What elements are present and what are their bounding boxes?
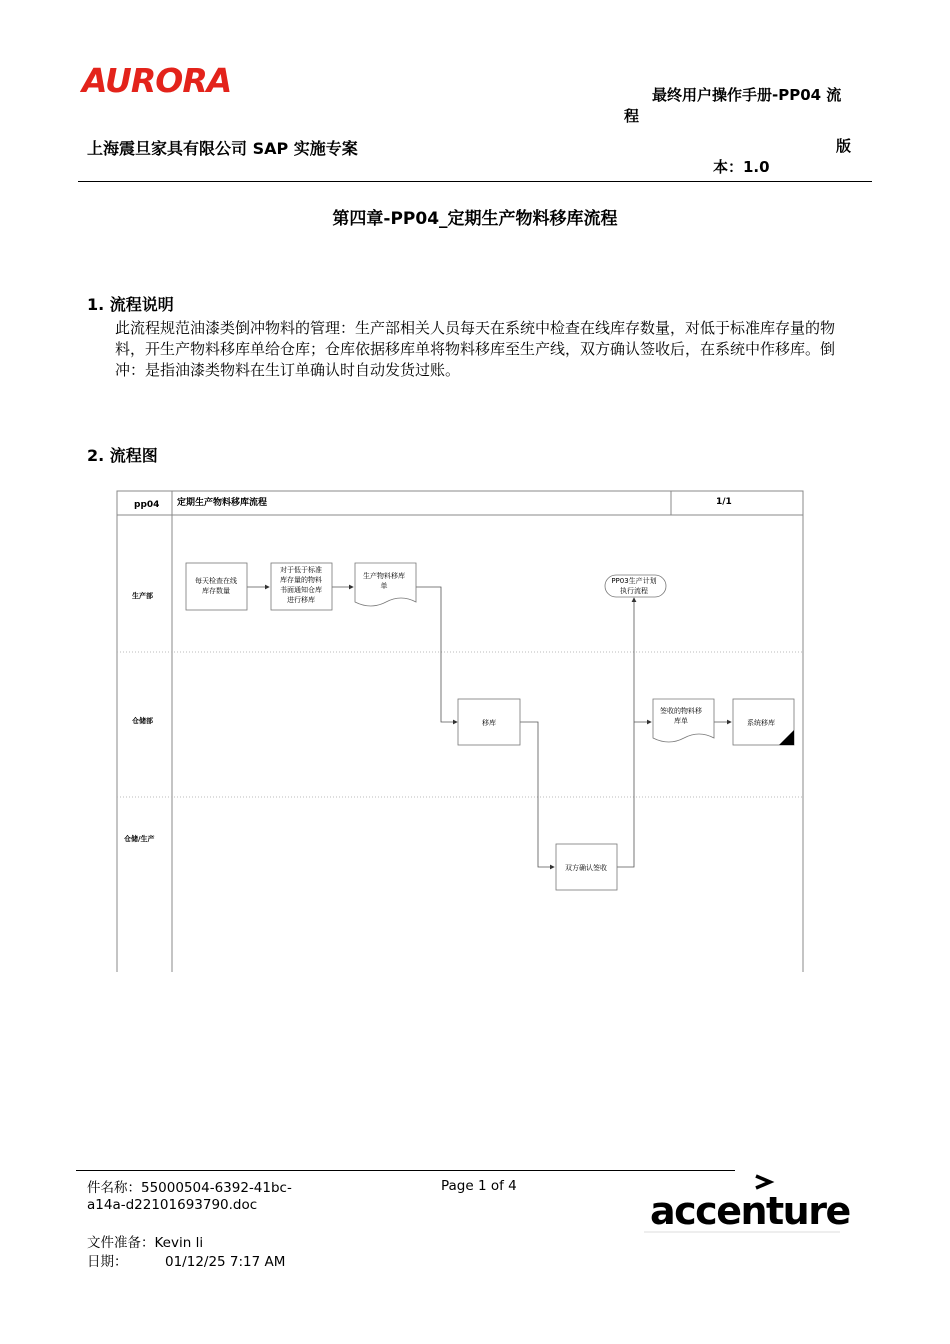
node-label-line: 库存量的物料 bbox=[280, 576, 322, 584]
version-line1: 版 bbox=[836, 137, 852, 155]
chapter-title: 第四章-PP04_定期生产物料移库流程 bbox=[332, 209, 618, 229]
footer-filename-line2: a14a-d22101693790.doc bbox=[87, 1197, 258, 1213]
node-confirm-label bbox=[565, 863, 607, 872]
footer-date-value: 01/12/25 7:17 AM bbox=[165, 1254, 286, 1270]
header-rule bbox=[78, 181, 872, 182]
flowchart-code: pp04 bbox=[134, 500, 160, 510]
arrow-doc-move bbox=[416, 587, 457, 722]
section1-body: 此流程规范油漆类倒冲物料的管理：生产部相关人员每天在系统中检查在线库存数量，对低于标准库存量的物料，开生产物料移库单给仓库；仓库依据移库单将物料移库至生产线，双方确认签收后，在系统中作移库。倒冲：是指油漆类物料在生订单确认时自动发货过账。 bbox=[115, 319, 836, 379]
flowchart bbox=[116, 490, 806, 978]
node-label-line: 库存数量 bbox=[202, 587, 230, 595]
node-label-line: 书面通知仓库 bbox=[280, 586, 322, 594]
footer-preparer: 文件准备：Kevin li bbox=[87, 1235, 204, 1251]
aurora-logo-text: AURORA bbox=[82, 61, 232, 100]
footer-rule bbox=[76, 1170, 735, 1171]
flowchart-title: 定期生产物料移库流程 bbox=[177, 498, 268, 508]
arrow-move-confirm bbox=[520, 722, 554, 867]
aurora-logo bbox=[82, 61, 232, 100]
company-name: 上海震旦家具有限公司 SAP 实施专案 bbox=[87, 139, 358, 158]
node-label-line: 每天检查在线 bbox=[195, 577, 237, 585]
footer-filename-line1: 件名称：55000504-6392-41bc- bbox=[87, 1180, 292, 1196]
footer-page-number: Page 1 of 4 bbox=[441, 1178, 517, 1194]
section1-heading: 1. 流程说明 bbox=[87, 295, 174, 314]
manual-title-line1: 最终用户操作手册-PP04 流 bbox=[652, 86, 842, 104]
lane-label-production: 生产部 bbox=[132, 592, 153, 600]
node-label-line: 双方确认签收 bbox=[565, 864, 607, 872]
arrow-confirm-pp03 bbox=[617, 598, 634, 867]
node-label-line: PP03生产计划 bbox=[611, 577, 657, 585]
flowchart-page: 1/1 bbox=[716, 497, 732, 507]
node-label-line: 执行流程 bbox=[620, 587, 648, 595]
node-label-line: 系统移库 bbox=[747, 719, 775, 727]
footer-date-label: 日期： bbox=[87, 1254, 128, 1270]
node-label-line: 单 bbox=[380, 582, 388, 590]
manual-title-line2: 程 bbox=[624, 107, 640, 125]
node-label-line: 生产物料移库 bbox=[363, 572, 405, 580]
node-label-line: 签收的物料移 bbox=[660, 707, 702, 715]
lane-label-both: 仓储/生产 bbox=[124, 835, 155, 843]
section2-heading: 2. 流程图 bbox=[87, 446, 158, 465]
node-system-move-label bbox=[747, 718, 775, 727]
accenture-logo-text: accenture bbox=[650, 1189, 850, 1233]
node-label-line: 移库 bbox=[482, 719, 496, 727]
version-line2: 本：1.0 bbox=[713, 158, 770, 176]
lane-label-warehouse: 仓储部 bbox=[132, 717, 153, 725]
node-label-line: 库单 bbox=[674, 717, 688, 725]
node-label-line: 进行移库 bbox=[287, 596, 315, 604]
accenture-chevron-icon bbox=[756, 1176, 770, 1188]
node-label-line: 对于低于标准 bbox=[280, 566, 322, 574]
accenture-logo bbox=[644, 1170, 850, 1234]
node-move-label bbox=[482, 718, 496, 727]
